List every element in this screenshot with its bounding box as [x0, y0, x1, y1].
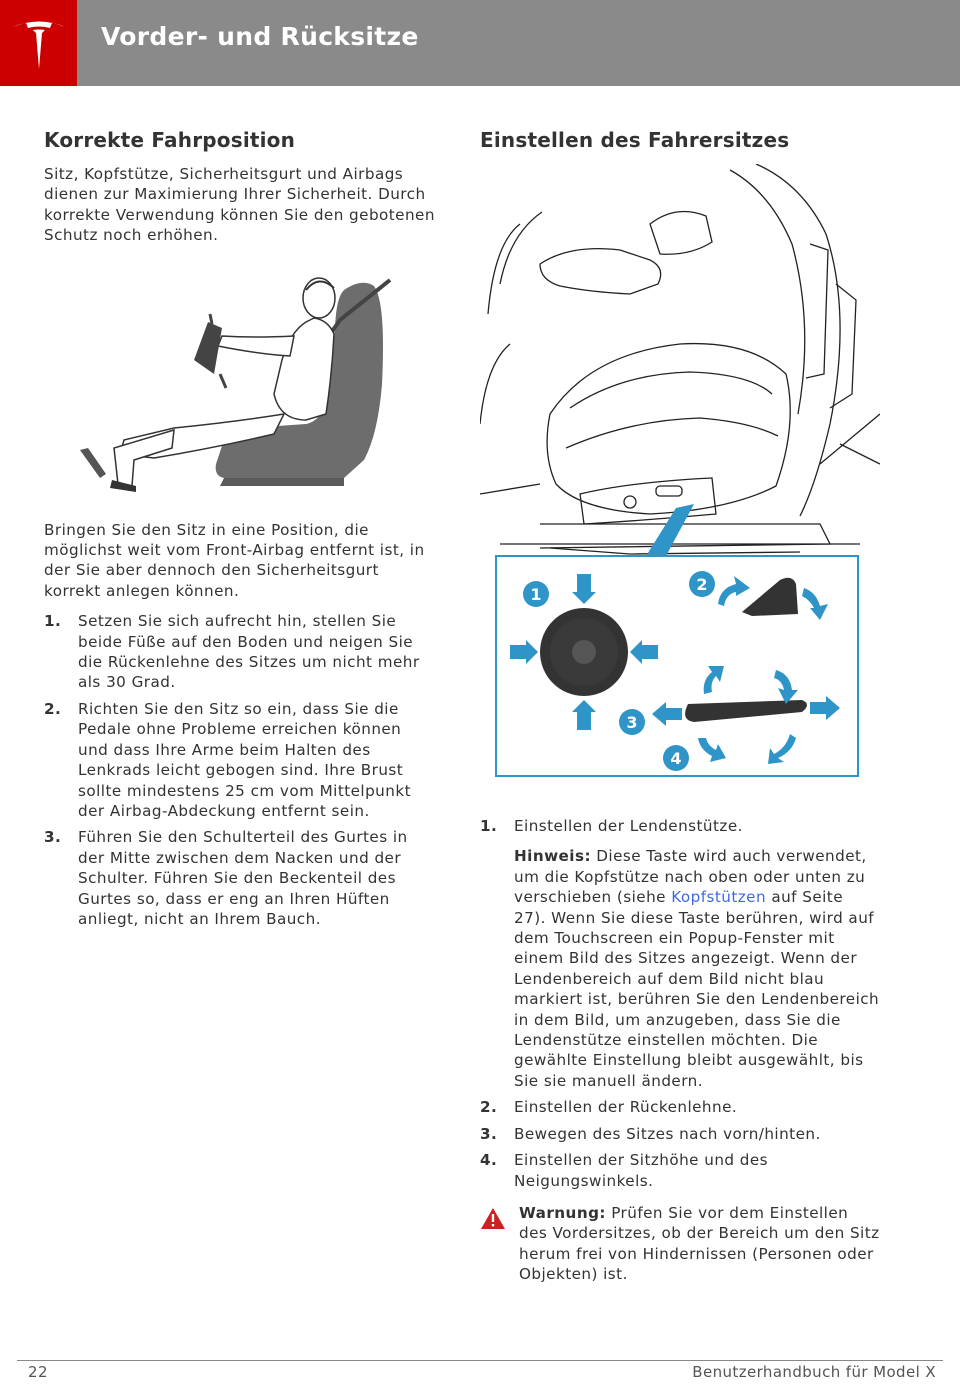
- list-item: [480, 1150, 880, 1191]
- seat-controls-illustration: [480, 164, 880, 784]
- step-number: 3.: [480, 1124, 498, 1143]
- step-number: 4.: [480, 1151, 498, 1170]
- section-heading-fahrposition: Korrekte Fahrposition: [44, 128, 296, 152]
- seat-adjustment-steps: [480, 816, 880, 1191]
- step-number: 2.: [44, 699, 62, 718]
- warning-paragraph: [519, 1203, 880, 1285]
- list-item: [44, 827, 436, 929]
- step-text: Führen Sie den Schulterteil des Gurtes in der Mitte zwischen dem Nacken und der Schulter. Führen Sie den Beckenteil des Gurtes so, dass er eng an Ihren Hüften anliegt, nicht an Ihrem Bauch.: [78, 828, 408, 928]
- note-text: Diese Taste wird auch verwendet, um die Kopfstütze nach oben oder unten zu verschieben (siehe: [514, 847, 867, 907]
- step-text: Bewegen des Sitzes nach vorn/hinten.: [514, 1124, 821, 1143]
- right-column: [480, 128, 880, 1285]
- driver-seating-illustration: [44, 264, 436, 494]
- seat-position-paragraph: Bringen Sie den Sitz in eine Position, die möglichst weit vom Front-Airbag entfernt ist, in der Sie aber dennoch den Sicherheitsgurt korrekt anlegen können.: [44, 520, 425, 600]
- section-heading-fahrersitz: Einstellen des Fahrersitzes: [480, 128, 790, 152]
- callout-3: 3: [626, 713, 638, 732]
- page-title: Vorder- und Rücksitze: [101, 22, 419, 51]
- left-column: [44, 128, 436, 935]
- list-item: [480, 1124, 880, 1144]
- intro-paragraph: Sitz, Kopfstütze, Sicherheitsgurt und Airbags dienen zur Maximierung Ihrer Sicherheit. Durch korrekte Verwendung können Sie den gebotenen Schutz noch erhöhen.: [44, 165, 435, 245]
- manual-title: Benutzerhandbuch für Model X: [692, 1363, 936, 1381]
- warning-box: [480, 1203, 880, 1285]
- step-text: Einstellen der Lendenstütze.: [514, 817, 743, 835]
- list-item: [44, 699, 436, 821]
- page-number: 22: [28, 1363, 48, 1381]
- step-text: Setzen Sie sich aufrecht hin, stellen Sie beide Füße auf den Boden und neigen Sie die Rückenlehne des Sitzes um nicht mehr als 30 Grad.: [78, 612, 420, 692]
- note-text-continued: auf Seite 27). Wenn Sie diese Taste berühren, wird auf dem Touchscreen ein Popup-Fenster mit einem Bild des Sitzes angezeigt. Wenn der Lendenbereich auf dem Bild nicht blau markiert ist, berühren Sie den Lendenbereich in dem Bild, um anzugeben, dass Sie die Lendenstütze einstellen möchten. Die gewählte Einstellung bleibt ausgewählt, bis Sie sie manuell ändern.: [514, 888, 880, 1090]
- step-number: 3.: [44, 828, 62, 847]
- callout-2: 2: [696, 575, 708, 594]
- warning-text: Prüfen Sie vor dem Einstellen des Vordersitzes, ob der Bereich um den Sitz herum frei von Hindernissen (Personen oder Objekten) ist.: [519, 1203, 880, 1284]
- step-number: 1.: [480, 817, 498, 835]
- step-text: Einstellen der Rückenlehne.: [514, 1098, 738, 1117]
- driving-position-steps: [44, 611, 436, 929]
- step-number: 1.: [44, 612, 62, 631]
- warning-triangle-icon: [480, 1207, 506, 1230]
- tesla-logo-icon: [9, 13, 69, 73]
- list-item: [44, 611, 436, 693]
- logo-box: [0, 0, 77, 86]
- note-paragraph: [514, 846, 880, 1091]
- note-label: Hinweis:: [514, 847, 591, 866]
- callout-1: 1: [530, 585, 542, 604]
- list-item: [480, 816, 880, 1091]
- kopfstuetzen-link[interactable]: Kopfstützen: [671, 888, 767, 907]
- footer-divider: [17, 1360, 943, 1361]
- step-text: Richten Sie den Sitz so ein, dass Sie die Pedale ohne Probleme erreichen können und dass Ihre Arme beim Halten des Lenkrads leicht gebogen sind. Ihre Brust sollte mindestens 25 cm vom Mittelpunkt der Airbag-Abdeckung entfernt sein.: [78, 699, 411, 820]
- warning-label: Warnung:: [519, 1203, 606, 1222]
- step-text: Einstellen der Sitzhöhe und des Neigungswinkels.: [514, 1151, 769, 1190]
- page-header: [0, 0, 960, 86]
- callout-4: 4: [670, 749, 682, 768]
- step-number: 2.: [480, 1098, 498, 1117]
- list-item: [480, 1097, 880, 1117]
